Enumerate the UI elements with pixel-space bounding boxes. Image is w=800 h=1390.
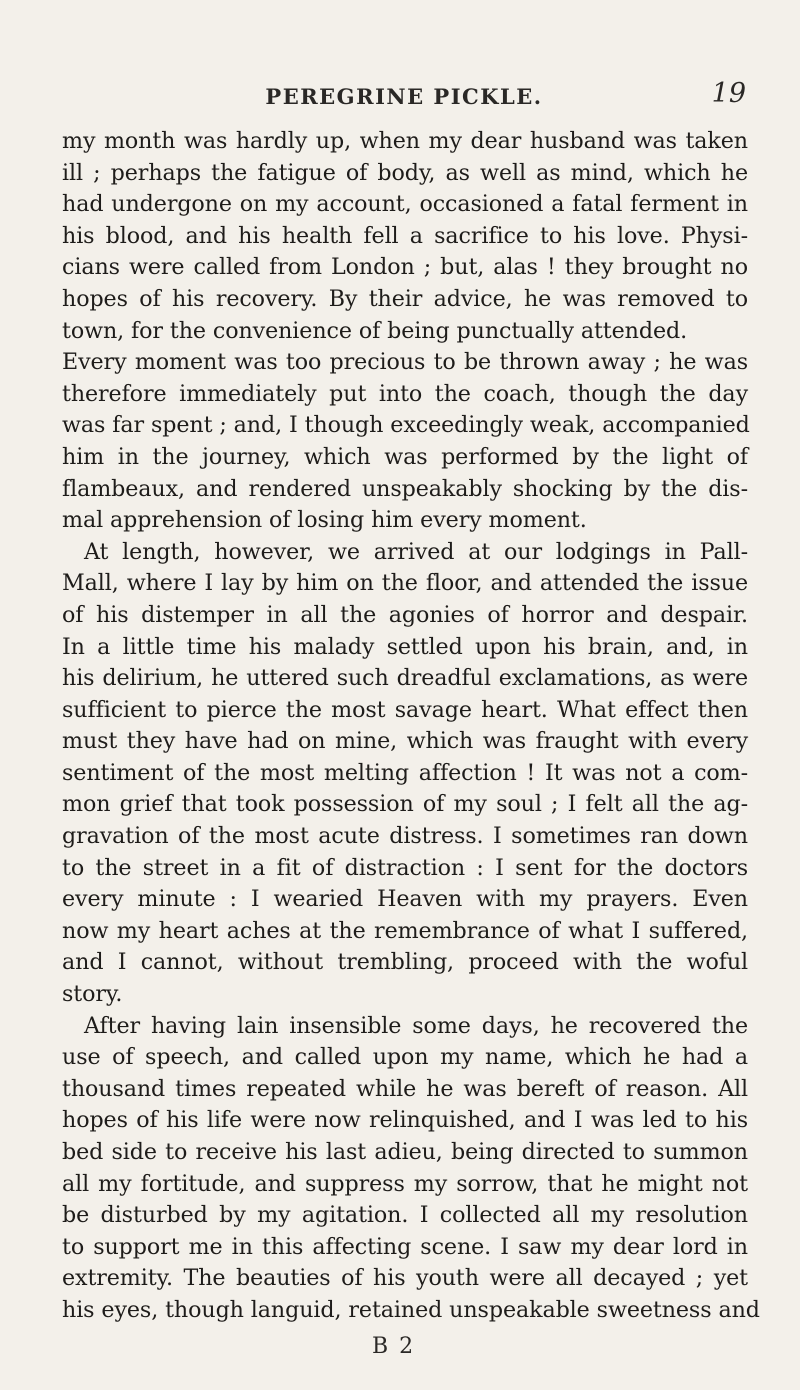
text-line: hopes of his life were now relinquished, and I was led to his — [62, 1107, 748, 1134]
text-line: gravation of the most acute distress. I sometimes ran down — [62, 823, 748, 850]
text-line: to the street in a fit of distraction : I sent for the doctors — [62, 854, 748, 881]
body-text — [62, 126, 760, 1327]
text-line: thousand times repeated while he was bereft of reason. All — [62, 1075, 748, 1102]
text-line: now my heart aches at the remembrance of what I suffered, — [62, 917, 748, 944]
signature-mark: B 2 — [372, 1334, 416, 1359]
text-line: cians were called from London ; but, alas ! they brought no — [62, 254, 748, 281]
text-line: sufficient to pierce the most savage heart. What effect then — [62, 696, 748, 723]
text-line: extremity. The beauties of his youth were all decayed ; yet — [62, 1265, 748, 1292]
text-line: every minute : I wearied Heaven with my prayers. Even — [62, 886, 748, 913]
text-line: mon grief that took possession of my soul ; I felt all the ag- — [62, 791, 748, 818]
text-line: had undergone on my account, occasioned a fatal ferment in — [62, 191, 748, 218]
text-line: flambeaux, and rendered unspeakably shocking by the dis- — [62, 475, 748, 502]
text-line: was far spent ; and, I though exceedingly weak, accompanied — [62, 412, 750, 439]
text-line: In a little time his malady settled upon his brain, and, in — [62, 633, 748, 660]
text-line: my month was hardly up, when my dear husband was taken — [62, 128, 748, 154]
text-line: ill ; perhaps the fatigue of body, as well as mind, which he — [62, 159, 748, 186]
text-line: hopes of his recovery. By their advice, he was removed to — [62, 285, 748, 312]
text-line: must they have had on mine, which was fraught with every — [62, 728, 748, 755]
text-line: sentiment of the most melting affection ! It was not a com- — [62, 759, 748, 786]
running-head — [62, 78, 746, 112]
text-line: his eyes, though languid, retained unspeakable sweetness and — [62, 1296, 760, 1323]
text-line: bed side to receive his last adieu, being directed to summon — [62, 1139, 748, 1165]
text-line: and I cannot, without trembling, proceed with the woful — [62, 949, 748, 976]
text-line: At length, however, we arrived at our lodgings in Pall- — [84, 538, 748, 565]
text-line: his blood, and his health fell a sacrifice to his love. Physi- — [62, 222, 748, 249]
page-number: 19 — [711, 78, 746, 109]
text-line: town, for the convenience of being punctually attended. — [62, 317, 688, 344]
text-line: Mall, where I lay by him on the floor, and attended the issue — [62, 570, 748, 597]
text-line: use of speech, and called upon my name, which he had a — [62, 1044, 748, 1071]
text-line: mal apprehension of losing him every moment. — [62, 507, 587, 534]
text-line: all my fortitude, and suppress my sorrow, that he might not — [62, 1170, 748, 1197]
text-line: his delirium, he uttered such dreadful exclamations, as were — [62, 665, 748, 692]
text-line: therefore immediately put into the coach, though the day — [62, 380, 748, 407]
text-line: of his distemper in all the agonies of horror and despair. — [62, 601, 748, 628]
text-line: story. — [62, 981, 123, 1008]
text-line: to support me in this affecting scene. I saw my dear lord in — [62, 1233, 748, 1260]
text-line: be disturbed by my agitation. I collected all my resolution — [62, 1202, 748, 1229]
text-line: Every moment was too precious to be thrown away ; he was — [62, 349, 748, 376]
text-line: him in the journey, which was performed by the light of — [62, 443, 748, 470]
text-line: After having lain insensible some days, he recovered the — [84, 1012, 748, 1039]
running-title: PEREGRINE PICKLE. — [265, 84, 543, 109]
